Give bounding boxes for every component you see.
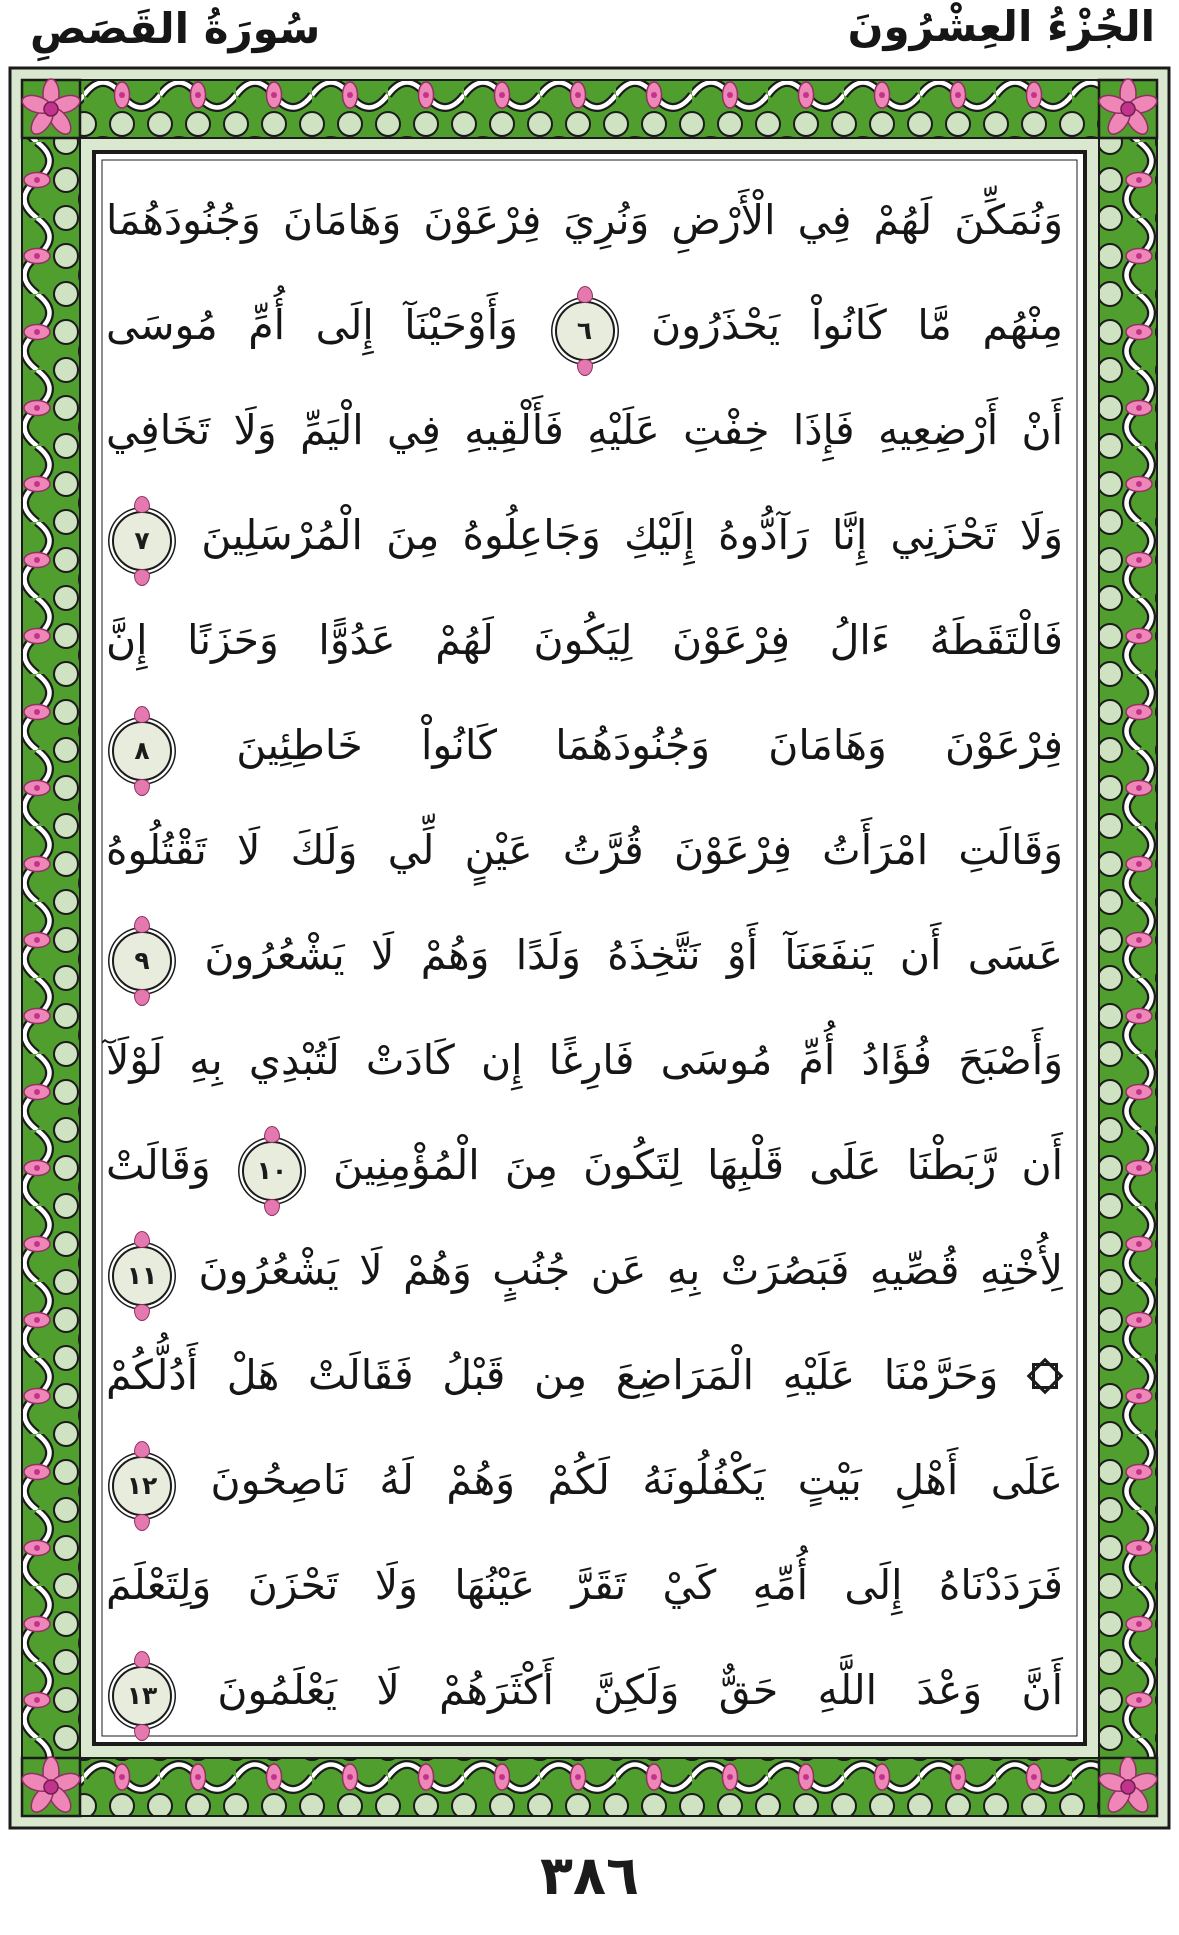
verse-text: فَالْتَقَطَهُ ءَالُ فِرْعَوْنَ لِيَكُونَ لَهُمْ عَدُوًّا وَحَزَنًا إِنَّ — [106, 616, 1063, 664]
verse-number-marker — [112, 1666, 172, 1726]
verse-number: ٧ — [134, 526, 150, 555]
quran-line-15 — [106, 1638, 1063, 1743]
juz-title: الجُزْءُ العِشْرُونَ — [847, 2, 1155, 51]
verse-text: وَأَصْبَحَ فُؤَادُ أُمِّ مُوسَى فَارِغًا إِن كَادَتْ لَتُبْدِي بِهِ لَوْلَآ — [106, 1036, 1063, 1084]
surah-title: سُورَةُ القَصَصِ — [30, 4, 321, 53]
verse-text: أَنْ أَرْضِعِيهِ فَإِذَا خِفْتِ عَلَيْهِ فَأَلْقِيهِ فِي الْيَمِّ وَلَا تَخَافِي — [106, 406, 1063, 454]
verse-text: أَن رَّبَطْنَا عَلَى قَلْبِهَا لِتَكُونَ مِنَ الْمُؤْمِنِينَ — [333, 1141, 1063, 1189]
verse-number: ١١ — [126, 1261, 158, 1290]
verse-number-marker — [112, 1246, 172, 1306]
quran-line-5 — [106, 588, 1063, 693]
verse-number-marker — [112, 931, 172, 991]
quran-line-7 — [106, 798, 1063, 903]
verse-text: عَلَى أَهْلِ بَيْتٍ يَكْفُلُونَهُ لَكُمْ وَهُمْ لَهُ نَاصِحُونَ — [210, 1456, 1063, 1504]
verse-number: ٨ — [134, 736, 150, 765]
verse-number: ١٣ — [126, 1681, 158, 1710]
verse-text: عَسَى أَن يَنفَعَنَآ أَوْ نَتَّخِذَهُ وَلَدًا وَهُمْ لَا يَشْعُرُونَ — [204, 931, 1063, 979]
verse-number-marker — [112, 511, 172, 571]
verse-number-marker — [242, 1141, 302, 1201]
verse-number-marker — [555, 301, 615, 361]
verse-text: وَحَرَّمْنَا عَلَيْهِ الْمَرَاضِعَ مِن قَبْلُ فَقَالَتْ هَلْ أَدُلُّكُمْ — [106, 1351, 999, 1399]
page-header — [0, 0, 1179, 66]
verse-number: ١٠ — [256, 1156, 288, 1185]
verse-text: أَنَّ وَعْدَ اللَّهِ حَقٌّ وَلَكِنَّ أَكْثَرَهُمْ لَا يَعْلَمُونَ — [217, 1666, 1063, 1714]
quran-line-13 — [106, 1428, 1063, 1533]
verse-text: فَرَدَدْنَاهُ إِلَى أُمِّهِ كَيْ تَقَرَّ عَيْنُهَا وَلَا تَحْزَنَ وَلِتَعْلَمَ — [106, 1561, 1063, 1609]
verse-text: وَقَالَتْ — [106, 1141, 211, 1189]
verse-text: مِنْهُم مَّا كَانُواْ يَحْذَرُونَ — [651, 301, 1063, 349]
quran-line-8 — [106, 903, 1063, 1008]
verse-text: لِأُخْتِهِ قُصِّيهِ فَبَصُرَتْ بِهِ عَن جُنُبٍ وَهُمْ لَا يَشْعُرُونَ — [198, 1246, 1063, 1294]
quran-line-3 — [106, 378, 1063, 483]
verse-number: ٩ — [134, 946, 150, 975]
quran-line-1 — [106, 168, 1063, 273]
verse-number: ٦ — [576, 316, 593, 345]
verse-number: ١٢ — [126, 1471, 158, 1500]
quran-line-14 — [106, 1533, 1063, 1638]
quran-line-11 — [106, 1218, 1063, 1323]
quran-line-6 — [106, 693, 1063, 798]
quran-line-12 — [106, 1323, 1063, 1428]
verse-number-marker — [112, 721, 172, 781]
verse-text: وَلَا تَحْزَنِي إِنَّا رَآدُّوهُ إِلَيْكِ وَجَاعِلُوهُ مِنَ الْمُرْسَلِينَ — [201, 511, 1063, 559]
quran-line-9 — [106, 1008, 1063, 1113]
quran-line-4 — [106, 483, 1063, 588]
verse-text: وَأَوْحَيْنَآ إِلَى أُمِّ مُوسَى — [106, 301, 518, 349]
quran-line-2 — [106, 273, 1063, 378]
verse-text: وَنُمَكِّنَ لَهُمْ فِي الْأَرْضِ وَنُرِيَ فِرْعَوْنَ وَهَامَانَ وَجُنُودَهُمَا — [106, 196, 1063, 244]
verse-text: وَقَالَتِ امْرَأَتُ فِرْعَوْنَ قُرَّتُ عَيْنٍ لِّي وَلَكَ لَا تَقْتُلُوهُ — [106, 826, 1063, 874]
verse-text: فِرْعَوْنَ وَهَامَانَ وَجُنُودَهُمَا كَانُواْ خَاطِئِينَ — [236, 721, 1063, 769]
verse-number-marker — [112, 1456, 172, 1516]
quran-line-10 — [106, 1113, 1063, 1218]
quran-text-area — [106, 168, 1063, 1743]
page-number: ٣٨٦ — [540, 1844, 639, 1907]
rub-el-hizb-icon — [1032, 1363, 1058, 1389]
